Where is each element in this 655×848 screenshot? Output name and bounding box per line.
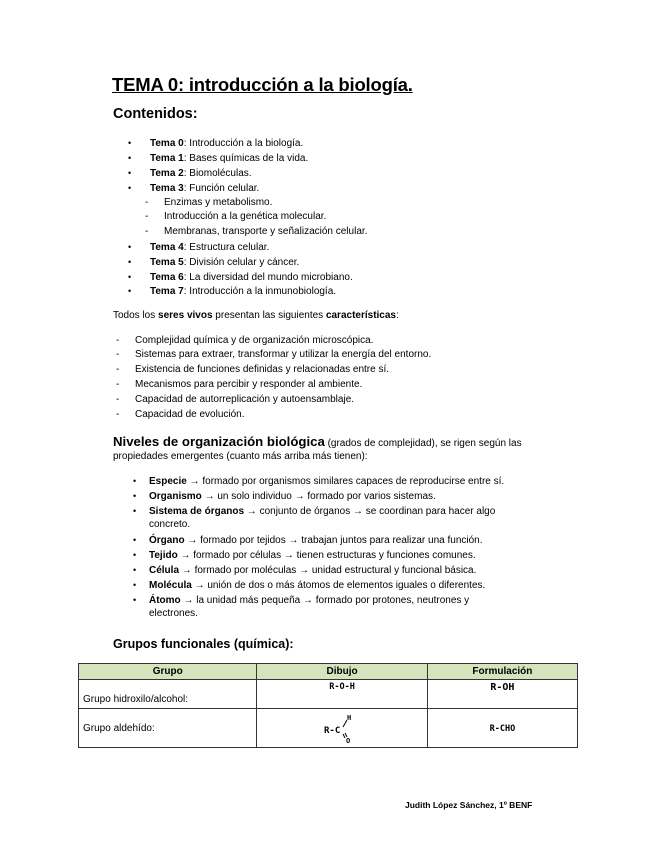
list-item: • Tema 5: División celular y cáncer. [128,257,300,268]
seres-vivos-intro: Todos los seres vivos presentan las siguientes características: [113,310,399,321]
sub-list-item: - Membranas, transporte y señalización celular. [145,226,368,237]
list-item: • Tema 2: Biomoléculas. [128,168,252,179]
table-header-row [79,664,578,680]
table-cell [257,709,427,748]
list-item: - Existencia de funciones definidas y relacionadas entre sí. [116,364,390,375]
list-item: • Órgano → formado por tejidos → trabajan juntos para realizar una función. [133,535,483,546]
formula-hidroxilo: R-OH [490,682,515,693]
list-item: • Tejido → formado por células → tienen estructuras y funciones comunes. [133,550,476,561]
list-item: • Tema 0: Introducción a la biología. [128,138,304,149]
list-item: - Capacidad de evolución. [116,409,245,420]
table-header: Dibujo [257,664,427,680]
list-item: • Célula → formado por moléculas → unidad estructural y funcional básica. [133,565,477,576]
list-item: - Complejidad química y de organización microscópica. [116,335,374,346]
list-item: • Tema 1: Bases químicas de la vida. [128,153,309,164]
list-item: • Átomo → la unidad más pequeña → formado por protones, neutrones y [133,595,470,606]
drawing-aldehido [322,712,362,744]
list-item: - Capacidad de autorreplicación y autoensamblaje. [116,394,355,405]
svg-text:H: H [347,714,352,722]
page-title: TEMA 0: introducción a la biología. [112,74,413,95]
table-cell [257,680,427,709]
table-row [79,709,578,748]
list-item-continuation: concreto. [149,519,191,530]
sub-list-item: - Enzimas y metabolismo. [145,197,273,208]
table-cell: Grupo aldehído: [79,709,257,748]
list-item: • Tema 7: Introducción a la inmunobiología. [128,286,337,297]
table-cell [427,680,577,709]
table-row [79,680,578,709]
list-item: - Sistemas para extraer, transformar y utilizar la energía del entorno. [116,349,432,360]
table-header: Grupo [79,664,257,680]
niveles-subtitle: propiedades emergentes (cuanto más arriba más tienen): [113,451,368,462]
table-header: Formulación [427,664,577,680]
table-cell [427,709,577,748]
list-item: • Tema 6: La diversidad del mundo microbiano. [128,272,353,283]
svg-text:O: O [346,737,351,744]
list-item: • Especie → formado por organismos similares capaces de reproducirse entre sí. [133,476,505,487]
list-item: • Tema 4: Estructura celular. [128,242,270,253]
list-item: - Mecanismos para percibir y responder al ambiente. [116,379,363,390]
list-item: • Tema 3: Función celular. [128,183,260,194]
list-item: • Organismo → un solo individuo → formado por varios sistemas. [133,491,436,502]
grupos-table [78,663,578,748]
footer-author: Judith López Sánchez, 1º BENF [405,800,533,810]
svg-text:R-C: R-C [324,726,341,736]
sub-list-item: - Introducción a la genética molecular. [145,211,327,222]
table-cell: Grupo hidroxilo/alcohol: [79,680,257,709]
drawing-hidroxilo: R-O-H [329,682,355,692]
list-item-continuation: electrones. [149,608,198,619]
formula-aldehido: R-CHO [489,723,516,734]
list-item: • Molécula → unión de dos o más átomos de elementos iguales o diferentes. [133,580,486,591]
niveles-heading: Niveles de organización biológica (grados de complejidad), se rigen según las [113,434,522,449]
list-item: • Sistema de órganos → conjunto de órganos → se coordinan para hacer algo [133,506,496,517]
grupos-heading: Grupos funcionales (química): [113,637,294,651]
contenidos-heading: Contenidos: [113,106,198,122]
